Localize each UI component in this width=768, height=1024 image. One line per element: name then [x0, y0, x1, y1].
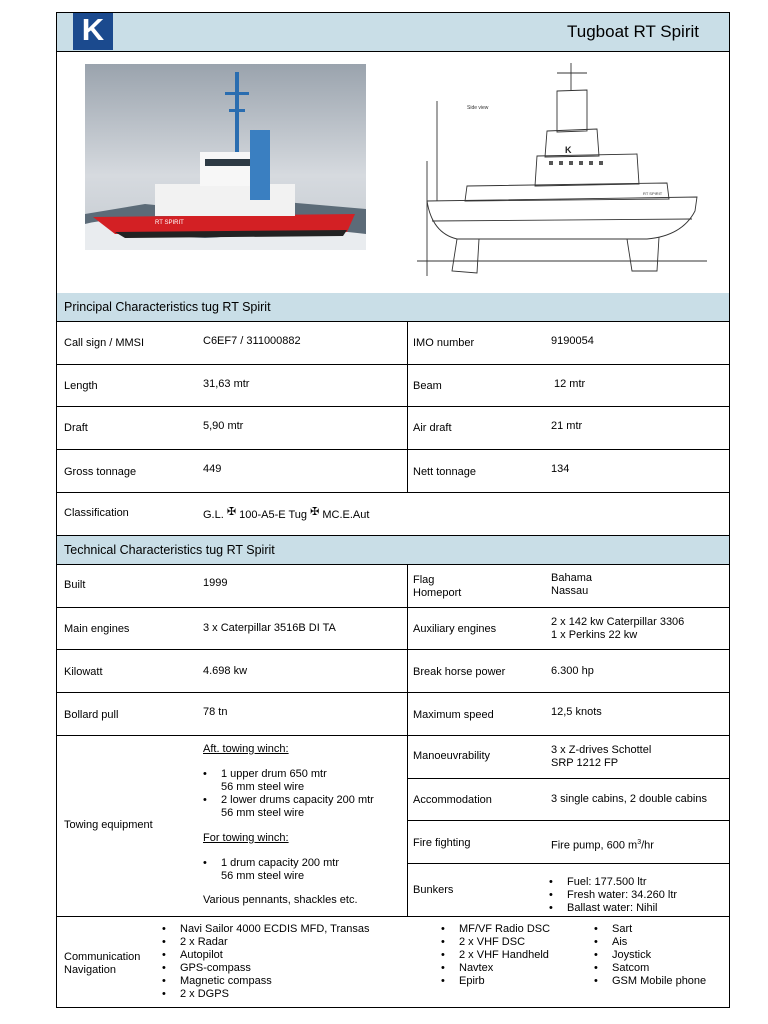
- communication-label: Communication Navigation: [64, 951, 141, 976]
- fore-winch-list: [199, 857, 404, 883]
- nett-label: Nett tonnage: [413, 466, 476, 478]
- list-item: • 2 x VHF Handheld: [437, 949, 577, 962]
- hull-name: RT SPIRIT: [155, 220, 184, 226]
- list-item: • Sart: [590, 923, 728, 936]
- comm-list-3: [590, 923, 728, 988]
- cross-icon: ✠: [226, 506, 237, 518]
- drawing-name: RT SPIRIT: [643, 191, 663, 196]
- list-item: • Ballast water: Nihil: [545, 902, 725, 915]
- length-value: 31,63 mtr: [203, 378, 250, 390]
- length-label: Length: [64, 380, 98, 392]
- manoeuvrability-label: Manoeuvrability: [413, 750, 491, 762]
- row-callsign: [57, 322, 729, 365]
- list-item: • GPS-compass: [158, 962, 398, 975]
- built-label: Built: [64, 579, 86, 591]
- row-kilowatt: [57, 650, 729, 693]
- svg-text:K: K: [565, 145, 572, 155]
- row-length: [57, 365, 729, 407]
- gross-value: 449: [203, 463, 222, 475]
- list-item: • Epirb: [437, 975, 577, 988]
- main-engines-value: 3 x Caterpillar 3516B DI TA: [203, 622, 336, 634]
- list-item: • 1 upper drum 650 mtr 56 mm steel wire: [199, 768, 404, 794]
- technical-heading: Technical Characteristics tug RT Spirit: [57, 536, 729, 565]
- list-item: • Magnetic compass: [158, 975, 398, 988]
- list-item: • MF/VF Radio DSC: [437, 923, 577, 936]
- list-item: • Navi Sailor 4000 ECDIS MFD, Transas: [158, 923, 398, 936]
- row-tonnage: [57, 450, 729, 493]
- row-built: [57, 565, 729, 608]
- draft-value: 5,90 mtr: [203, 420, 244, 432]
- speed-label: Maximum speed: [413, 709, 494, 721]
- list-item: • 1 drum capacity 200 mtr 56 mm steel wire: [199, 857, 404, 883]
- tugboat-side-drawing: [397, 61, 717, 281]
- row-communication: [57, 917, 729, 1007]
- kilowatt-label: Kilowatt: [64, 666, 103, 678]
- fire-fighting-label: Fire fighting: [413, 837, 471, 849]
- imo-value: 9190054: [551, 335, 594, 347]
- beam-label: Beam: [413, 380, 442, 392]
- list-item: • Satcom: [590, 962, 728, 975]
- built-value: 1999: [203, 577, 228, 589]
- list-item: • 2 x DGPS: [158, 988, 398, 1001]
- comm-list-1: [158, 923, 398, 1001]
- page-title: Tugboat RT Spirit: [567, 22, 699, 41]
- accommodation-label: Accommodation: [413, 794, 492, 806]
- bollard-value: 78 tn: [203, 706, 228, 718]
- fore-winch-title: For towing winch:: [203, 832, 289, 844]
- classification-value: G.L. ✠ 100-A5-E Tug ✠ MC.E.Aut: [203, 506, 370, 521]
- technical-divider: [407, 565, 408, 917]
- accommodation-value: 3 single cabins, 2 double cabins: [551, 793, 707, 805]
- list-item: • 2 x VHF DSC: [437, 936, 577, 949]
- tugboat-photo: [85, 64, 366, 250]
- row-draft: [57, 407, 729, 450]
- row-bunkers: [407, 864, 729, 917]
- list-item: • 2 lower drums capacity 200 mtr 56 mm steel wire: [199, 794, 404, 820]
- list-item: • 2 x Radar: [158, 936, 398, 949]
- callsign-value: C6EF7 / 311000882: [203, 335, 301, 347]
- imo-label: IMO number: [413, 337, 475, 349]
- kilowatt-value: 4.698 kw: [203, 665, 248, 677]
- row-accommodation: [407, 779, 729, 821]
- airdraft-label: Air draft: [413, 422, 452, 434]
- draft-label: Draft: [64, 422, 88, 434]
- comm-list-2: [437, 923, 577, 988]
- images-panel: [57, 51, 729, 294]
- nett-value: 134: [551, 463, 570, 475]
- list-item: • Joystick: [590, 949, 728, 962]
- bunkers-list: [545, 876, 725, 915]
- list-item: • GSM Mobile phone: [590, 975, 728, 988]
- company-logo: K: [73, 13, 113, 50]
- aux-engines-value: 2 x 142 kw Caterpillar 3306 1 x Perkins 22 kw: [551, 616, 685, 641]
- principal-heading: Principal Characteristics tug RT Spirit: [57, 293, 729, 322]
- list-item: • Navtex: [437, 962, 577, 975]
- flag-value: Bahama Nassau: [551, 572, 592, 597]
- towing-note: Various pennants, shackles etc.: [203, 894, 358, 906]
- header-bar: [57, 13, 729, 52]
- bollard-label: Bollard pull: [64, 709, 119, 721]
- row-manoeuvrability: [407, 736, 729, 779]
- aux-engines-label: Auxiliary engines: [413, 623, 497, 635]
- classification-label: Classification: [64, 507, 129, 519]
- cross-icon: ✠: [310, 506, 320, 518]
- bhp-label: Break horse power: [413, 666, 506, 678]
- speed-value: 12,5 knots: [551, 706, 602, 718]
- aft-winch-title: Aft. towing winch:: [203, 743, 289, 755]
- fire-fighting-value: Fire pump, 600 $m^3/hr$: [551, 839, 654, 852]
- list-item: • Fuel: 177.500 ltr: [545, 876, 725, 889]
- bhp-value: 6.300 hp: [551, 665, 594, 677]
- aft-winch-list: [199, 768, 404, 820]
- row-engines: [57, 608, 729, 650]
- beam-value: 12 mtr: [554, 378, 586, 390]
- main-engines-label: Main engines: [64, 623, 130, 635]
- row-classification: [57, 493, 729, 536]
- row-fire-fighting: [407, 821, 729, 864]
- bunkers-label: Bunkers: [413, 884, 454, 896]
- list-item: • Autopilot: [158, 949, 398, 962]
- manoeuvrability-value: 3 x Z-drives Schottel SRP 1212 FP: [551, 744, 652, 769]
- callsign-label: Call sign / MMSI: [64, 337, 145, 349]
- airdraft-value: 21 mtr: [551, 420, 583, 432]
- principal-divider: [407, 322, 408, 493]
- towing-label: Towing equipment: [64, 819, 153, 831]
- drawing-label: Side view: [467, 105, 489, 111]
- list-item: • Ais: [590, 936, 728, 949]
- gross-label: Gross tonnage: [64, 466, 137, 478]
- list-item: • Fresh water: 34.260 ltr: [545, 889, 725, 902]
- flag-label: Flag Homeport: [413, 574, 462, 599]
- spec-sheet: [56, 12, 730, 1008]
- row-bollard: [57, 693, 729, 736]
